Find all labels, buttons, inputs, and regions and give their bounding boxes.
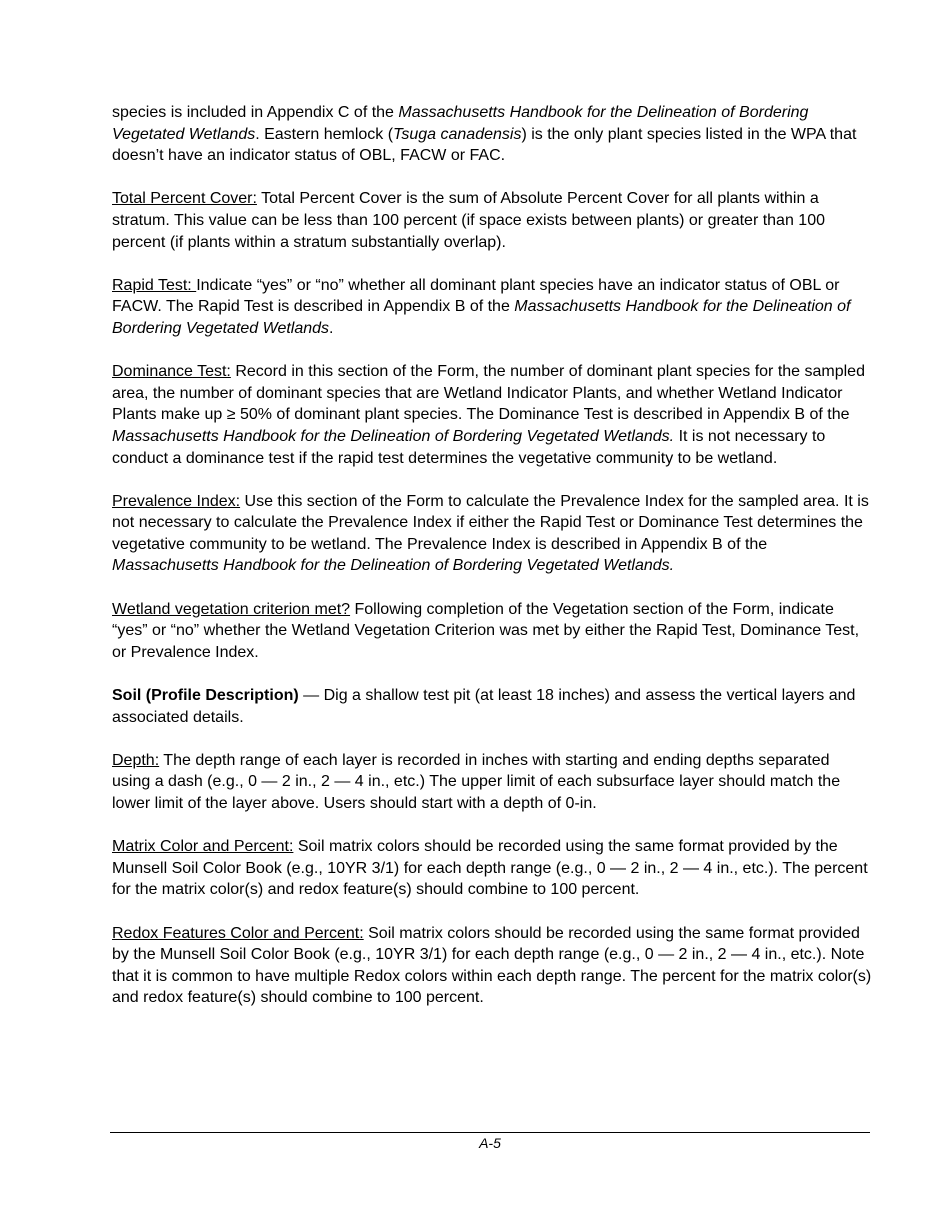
handbook-title: Massachusetts Handbook for the Delineation of Bordering Vegetated Wetlands (112, 298, 851, 337)
term-label: Wetland vegetation criterion met? (112, 600, 351, 618)
text: ) is the only plant species listed in the WPA that doesn’t have an indicator status of OBL, FACW or FAC. (112, 125, 857, 165)
term-label: Matrix Color and Percent: (112, 838, 294, 856)
text: It is not necessary to conduct a dominance test if the rapid test determines the vegetative community to be wetland. (112, 427, 826, 467)
definition-text: The depth range of each layer is recorded in inches with starting and ending depths separated using a dash (e.g., 0 — 2 in., 2 — 4 in., etc.) The upper limit of each subsurface layer should match the lower limit of the layer above. Users should start with a depth of 0-in. (112, 751, 841, 812)
section-heading: Soil (Profile Description) (112, 687, 299, 705)
definition-text: Soil matrix colors should be recorded using the same format provided by the Munsell Soil Color Book (e.g., 10YR 3/1) for each depth range (e.g., 0 — 2 in., 2 — 4 in., etc.). The percent for the matrix color(s) and redox feature(s) should combine to 100 percent. (112, 838, 868, 899)
paragraph-species-appendix (112, 102, 872, 167)
text: . Eastern hemlock ( (255, 125, 394, 143)
definition-text: Following completion of the Vegetation section of the Form, indicate “yes” or “no” whether the Wetland Vegetation Criterion was met by either the Rapid Test, Dominance Test, or Prevalence Index. (112, 600, 860, 661)
term-label: Dominance Test: (112, 363, 231, 381)
section-text: — Dig a shallow test pit (at least 18 inches) and assess the vertical layers and associated details. (112, 687, 856, 726)
footer-divider (110, 1132, 870, 1133)
handbook-title: Massachusetts Handbook for the Delineation of Bordering Vegetated Wetlands. (112, 557, 675, 575)
paragraph-rapid-test (112, 275, 872, 340)
paragraph-matrix-color (112, 836, 872, 901)
paragraph-prevalence-index (112, 491, 872, 577)
paragraph-soil-profile (112, 685, 872, 728)
paragraph-redox-features (112, 923, 872, 1009)
text: . (329, 319, 334, 337)
term-label: Depth: (112, 751, 160, 769)
paragraph-dominance-test (112, 361, 872, 469)
definition-text: Soil matrix colors should be recorded using the same format provided by the Munsell Soil Color Book (e.g., 10YR 3/1) for each depth range (e.g., 0 — 2 in., 2 — 4 in., etc.). Note that it is common to have multiple Redox colors within each depth range. The percent for the matrix color(s) and redox feature(s) should combine to 100 percent. (112, 924, 872, 1007)
species-name: Tsuga canadensis (393, 125, 522, 143)
term-label: Prevalence Index: (112, 492, 241, 510)
definition-text: Use this section of the Form to calculate the Prevalence Index for the sampled area. It is not necessary to calculate the Prevalence Index if either the Rapid Test or Dominance Test determines the vegetative community to be wetland. The Prevalence Index is described in Appendix B of the (112, 492, 869, 553)
document-body (112, 102, 872, 1031)
text: species is included in Appendix C of the (112, 104, 399, 121)
term-label: Total Percent Cover: (112, 190, 257, 208)
page-number: A-5 (479, 1135, 501, 1151)
paragraph-criterion-met (112, 599, 872, 664)
definition-text: Record in this section of the Form, the number of dominant plant species for the sampled area, the number of dominant species that are Wetland Indicator Plants, and whether Wetland Indicator Plants make up ≥ 50% of dominant plant species. The Dominance Test is described in Appendix B of the (112, 363, 865, 424)
term-label: Redox Features Color and Percent: (112, 924, 364, 942)
definition-text: Total Percent Cover is the sum of Absolute Percent Cover for all plants within a stratum. This value can be less than 100 percent (if space exists between plants) or greater than 100 percent (if plants within a stratum substantially overlap). (112, 190, 825, 251)
handbook-title: Massachusetts Handbook for the Delineation of Bordering Vegetated Wetlands. (112, 427, 675, 445)
term-label: Rapid Test: (112, 276, 197, 294)
handbook-title: Massachusetts Handbook for the Delineation of Bordering Vegetated Wetlands (112, 104, 809, 143)
paragraph-depth (112, 750, 872, 815)
definition-text: Indicate “yes” or “no” whether all dominant plant species have an indicator status of OBL or FACW. The Rapid Test is described in Appendix B of the (112, 276, 840, 316)
paragraph-total-percent-cover (112, 188, 872, 253)
